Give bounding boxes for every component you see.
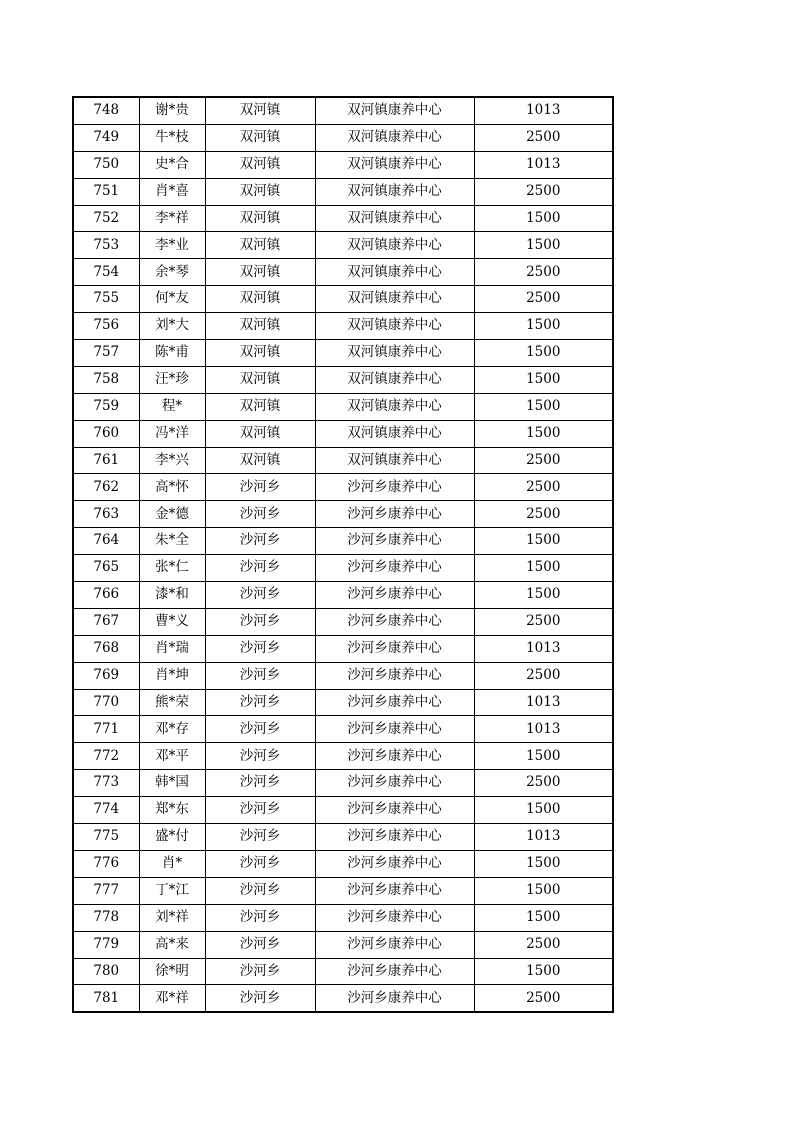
table-row (73, 635, 613, 662)
name-cell: 熊*荣 (139, 689, 205, 716)
roster-table-body (73, 97, 613, 1012)
care-center-cell: 沙河乡康养中心 (315, 770, 474, 797)
name-cell: 邓*祥 (139, 985, 205, 1012)
town-cell: 双河镇 (205, 286, 315, 313)
care-center-cell: 沙河乡康养中心 (315, 608, 474, 635)
amount-cell: 2500 (474, 124, 613, 151)
table-row (73, 393, 613, 420)
row-number-cell: 763 (73, 501, 139, 528)
row-number-cell: 781 (73, 985, 139, 1012)
town-cell: 沙河乡 (205, 501, 315, 528)
amount-cell: 1500 (474, 743, 613, 770)
name-cell: 曹*义 (139, 608, 205, 635)
town-cell: 双河镇 (205, 151, 315, 178)
row-number-cell: 773 (73, 770, 139, 797)
amount-cell: 2500 (474, 985, 613, 1012)
amount-cell: 1013 (474, 151, 613, 178)
table-row (73, 608, 613, 635)
name-cell: 郑*东 (139, 797, 205, 824)
row-number-cell: 757 (73, 340, 139, 367)
care-center-cell: 沙河乡康养中心 (315, 931, 474, 958)
table-row (73, 689, 613, 716)
town-cell: 沙河乡 (205, 958, 315, 985)
table-row (73, 985, 613, 1012)
amount-cell: 1500 (474, 340, 613, 367)
care-center-cell: 沙河乡康养中心 (315, 797, 474, 824)
care-center-cell: 双河镇康养中心 (315, 178, 474, 205)
row-number-cell: 752 (73, 205, 139, 232)
name-cell: 邓*平 (139, 743, 205, 770)
town-cell: 双河镇 (205, 447, 315, 474)
row-number-cell: 777 (73, 877, 139, 904)
name-cell: 金*德 (139, 501, 205, 528)
row-number-cell: 774 (73, 797, 139, 824)
care-center-cell: 沙河乡康养中心 (315, 555, 474, 582)
table-row (73, 340, 613, 367)
row-number-cell: 762 (73, 474, 139, 501)
care-center-cell: 双河镇康养中心 (315, 124, 474, 151)
name-cell: 何*友 (139, 286, 205, 313)
amount-cell: 2500 (474, 770, 613, 797)
row-number-cell: 760 (73, 420, 139, 447)
table-row (73, 528, 613, 555)
care-center-cell: 双河镇康养中心 (315, 366, 474, 393)
town-cell: 沙河乡 (205, 474, 315, 501)
name-cell: 盛*付 (139, 824, 205, 851)
town-cell: 沙河乡 (205, 716, 315, 743)
name-cell: 高*来 (139, 931, 205, 958)
town-cell: 双河镇 (205, 259, 315, 286)
table-row (73, 582, 613, 609)
amount-cell: 1500 (474, 393, 613, 420)
table-row (73, 447, 613, 474)
row-number-cell: 778 (73, 904, 139, 931)
care-center-cell: 双河镇康养中心 (315, 97, 474, 124)
care-center-cell: 沙河乡康养中心 (315, 904, 474, 931)
row-number-cell: 759 (73, 393, 139, 420)
care-center-cell: 沙河乡康养中心 (315, 824, 474, 851)
care-center-cell: 双河镇康养中心 (315, 340, 474, 367)
row-number-cell: 764 (73, 528, 139, 555)
row-number-cell: 754 (73, 259, 139, 286)
roster-table (72, 96, 614, 1013)
amount-cell: 2500 (474, 259, 613, 286)
table-row (73, 366, 613, 393)
care-center-cell: 沙河乡康养中心 (315, 662, 474, 689)
row-number-cell: 756 (73, 313, 139, 340)
care-center-cell: 沙河乡康养中心 (315, 985, 474, 1012)
table-row (73, 97, 613, 124)
amount-cell: 1500 (474, 420, 613, 447)
amount-cell: 1013 (474, 824, 613, 851)
care-center-cell: 沙河乡康养中心 (315, 850, 474, 877)
row-number-cell: 769 (73, 662, 139, 689)
name-cell: 刘*祥 (139, 904, 205, 931)
row-number-cell: 753 (73, 232, 139, 259)
table-row (73, 850, 613, 877)
amount-cell: 1013 (474, 689, 613, 716)
amount-cell: 1500 (474, 313, 613, 340)
amount-cell: 1500 (474, 877, 613, 904)
amount-cell: 1013 (474, 716, 613, 743)
care-center-cell: 沙河乡康养中心 (315, 877, 474, 904)
amount-cell: 2500 (474, 286, 613, 313)
amount-cell: 1500 (474, 904, 613, 931)
table-row (73, 904, 613, 931)
table-row (73, 743, 613, 770)
care-center-cell: 双河镇康养中心 (315, 286, 474, 313)
table-row (73, 662, 613, 689)
name-cell: 张*仁 (139, 555, 205, 582)
town-cell: 沙河乡 (205, 635, 315, 662)
amount-cell: 2500 (474, 501, 613, 528)
table-row (73, 931, 613, 958)
row-number-cell: 780 (73, 958, 139, 985)
name-cell: 汪*珍 (139, 366, 205, 393)
amount-cell: 1500 (474, 582, 613, 609)
name-cell: 丁*江 (139, 877, 205, 904)
name-cell: 谢*贵 (139, 97, 205, 124)
amount-cell: 2500 (474, 447, 613, 474)
amount-cell: 1500 (474, 555, 613, 582)
name-cell: 陈*甫 (139, 340, 205, 367)
town-cell: 沙河乡 (205, 770, 315, 797)
row-number-cell: 765 (73, 555, 139, 582)
name-cell: 李*兴 (139, 447, 205, 474)
name-cell: 肖*坤 (139, 662, 205, 689)
care-center-cell: 双河镇康养中心 (315, 447, 474, 474)
table-row (73, 797, 613, 824)
care-center-cell: 沙河乡康养中心 (315, 958, 474, 985)
town-cell: 双河镇 (205, 124, 315, 151)
town-cell: 双河镇 (205, 393, 315, 420)
amount-cell: 1500 (474, 232, 613, 259)
name-cell: 肖*瑞 (139, 635, 205, 662)
amount-cell: 1013 (474, 97, 613, 124)
town-cell: 沙河乡 (205, 850, 315, 877)
table-row (73, 259, 613, 286)
table-row (73, 232, 613, 259)
town-cell: 双河镇 (205, 97, 315, 124)
town-cell: 沙河乡 (205, 608, 315, 635)
town-cell: 沙河乡 (205, 528, 315, 555)
table-row (73, 178, 613, 205)
name-cell: 程* (139, 393, 205, 420)
name-cell: 余*琴 (139, 259, 205, 286)
amount-cell: 1500 (474, 850, 613, 877)
row-number-cell: 768 (73, 635, 139, 662)
amount-cell: 1500 (474, 528, 613, 555)
name-cell: 肖* (139, 850, 205, 877)
care-center-cell: 双河镇康养中心 (315, 151, 474, 178)
row-number-cell: 776 (73, 850, 139, 877)
name-cell: 冯*洋 (139, 420, 205, 447)
care-center-cell: 沙河乡康养中心 (315, 635, 474, 662)
row-number-cell: 772 (73, 743, 139, 770)
name-cell: 高*怀 (139, 474, 205, 501)
table-row (73, 555, 613, 582)
amount-cell: 2500 (474, 474, 613, 501)
town-cell: 沙河乡 (205, 582, 315, 609)
row-number-cell: 775 (73, 824, 139, 851)
town-cell: 沙河乡 (205, 985, 315, 1012)
name-cell: 李*祥 (139, 205, 205, 232)
name-cell: 邓*存 (139, 716, 205, 743)
row-number-cell: 767 (73, 608, 139, 635)
row-number-cell: 750 (73, 151, 139, 178)
row-number-cell: 751 (73, 178, 139, 205)
care-center-cell: 双河镇康养中心 (315, 232, 474, 259)
name-cell: 史*合 (139, 151, 205, 178)
care-center-cell: 沙河乡康养中心 (315, 716, 474, 743)
name-cell: 李*业 (139, 232, 205, 259)
town-cell: 双河镇 (205, 420, 315, 447)
row-number-cell: 770 (73, 689, 139, 716)
table-row (73, 205, 613, 232)
care-center-cell: 双河镇康养中心 (315, 313, 474, 340)
name-cell: 朱*全 (139, 528, 205, 555)
table-row (73, 501, 613, 528)
name-cell: 肖*喜 (139, 178, 205, 205)
row-number-cell: 779 (73, 931, 139, 958)
town-cell: 沙河乡 (205, 662, 315, 689)
table-row (73, 151, 613, 178)
table-row (73, 770, 613, 797)
table-row (73, 958, 613, 985)
care-center-cell: 双河镇康养中心 (315, 420, 474, 447)
care-center-cell: 双河镇康养中心 (315, 259, 474, 286)
town-cell: 沙河乡 (205, 824, 315, 851)
row-number-cell: 761 (73, 447, 139, 474)
row-number-cell: 748 (73, 97, 139, 124)
row-number-cell: 766 (73, 582, 139, 609)
table-row (73, 824, 613, 851)
amount-cell: 1500 (474, 205, 613, 232)
row-number-cell: 771 (73, 716, 139, 743)
town-cell: 双河镇 (205, 366, 315, 393)
town-cell: 双河镇 (205, 205, 315, 232)
amount-cell: 1013 (474, 635, 613, 662)
name-cell: 韩*国 (139, 770, 205, 797)
row-number-cell: 758 (73, 366, 139, 393)
table-row (73, 420, 613, 447)
table-row (73, 313, 613, 340)
table-row (73, 474, 613, 501)
town-cell: 沙河乡 (205, 555, 315, 582)
table-row (73, 124, 613, 151)
care-center-cell: 沙河乡康养中心 (315, 582, 474, 609)
town-cell: 沙河乡 (205, 931, 315, 958)
amount-cell: 2500 (474, 662, 613, 689)
town-cell: 双河镇 (205, 178, 315, 205)
town-cell: 双河镇 (205, 232, 315, 259)
name-cell: 牛*枝 (139, 124, 205, 151)
amount-cell: 1500 (474, 797, 613, 824)
name-cell: 刘*大 (139, 313, 205, 340)
row-number-cell: 755 (73, 286, 139, 313)
town-cell: 双河镇 (205, 313, 315, 340)
amount-cell: 2500 (474, 608, 613, 635)
town-cell: 双河镇 (205, 340, 315, 367)
row-number-cell: 749 (73, 124, 139, 151)
care-center-cell: 双河镇康养中心 (315, 393, 474, 420)
town-cell: 沙河乡 (205, 689, 315, 716)
name-cell: 漆*和 (139, 582, 205, 609)
table-row (73, 716, 613, 743)
town-cell: 沙河乡 (205, 904, 315, 931)
amount-cell: 1500 (474, 958, 613, 985)
care-center-cell: 双河镇康养中心 (315, 205, 474, 232)
town-cell: 沙河乡 (205, 743, 315, 770)
care-center-cell: 沙河乡康养中心 (315, 501, 474, 528)
table-row (73, 877, 613, 904)
care-center-cell: 沙河乡康养中心 (315, 474, 474, 501)
table-row (73, 286, 613, 313)
care-center-cell: 沙河乡康养中心 (315, 743, 474, 770)
amount-cell: 2500 (474, 931, 613, 958)
name-cell: 徐*明 (139, 958, 205, 985)
care-center-cell: 沙河乡康养中心 (315, 689, 474, 716)
amount-cell: 1500 (474, 366, 613, 393)
town-cell: 沙河乡 (205, 877, 315, 904)
amount-cell: 2500 (474, 178, 613, 205)
care-center-cell: 沙河乡康养中心 (315, 528, 474, 555)
town-cell: 沙河乡 (205, 797, 315, 824)
